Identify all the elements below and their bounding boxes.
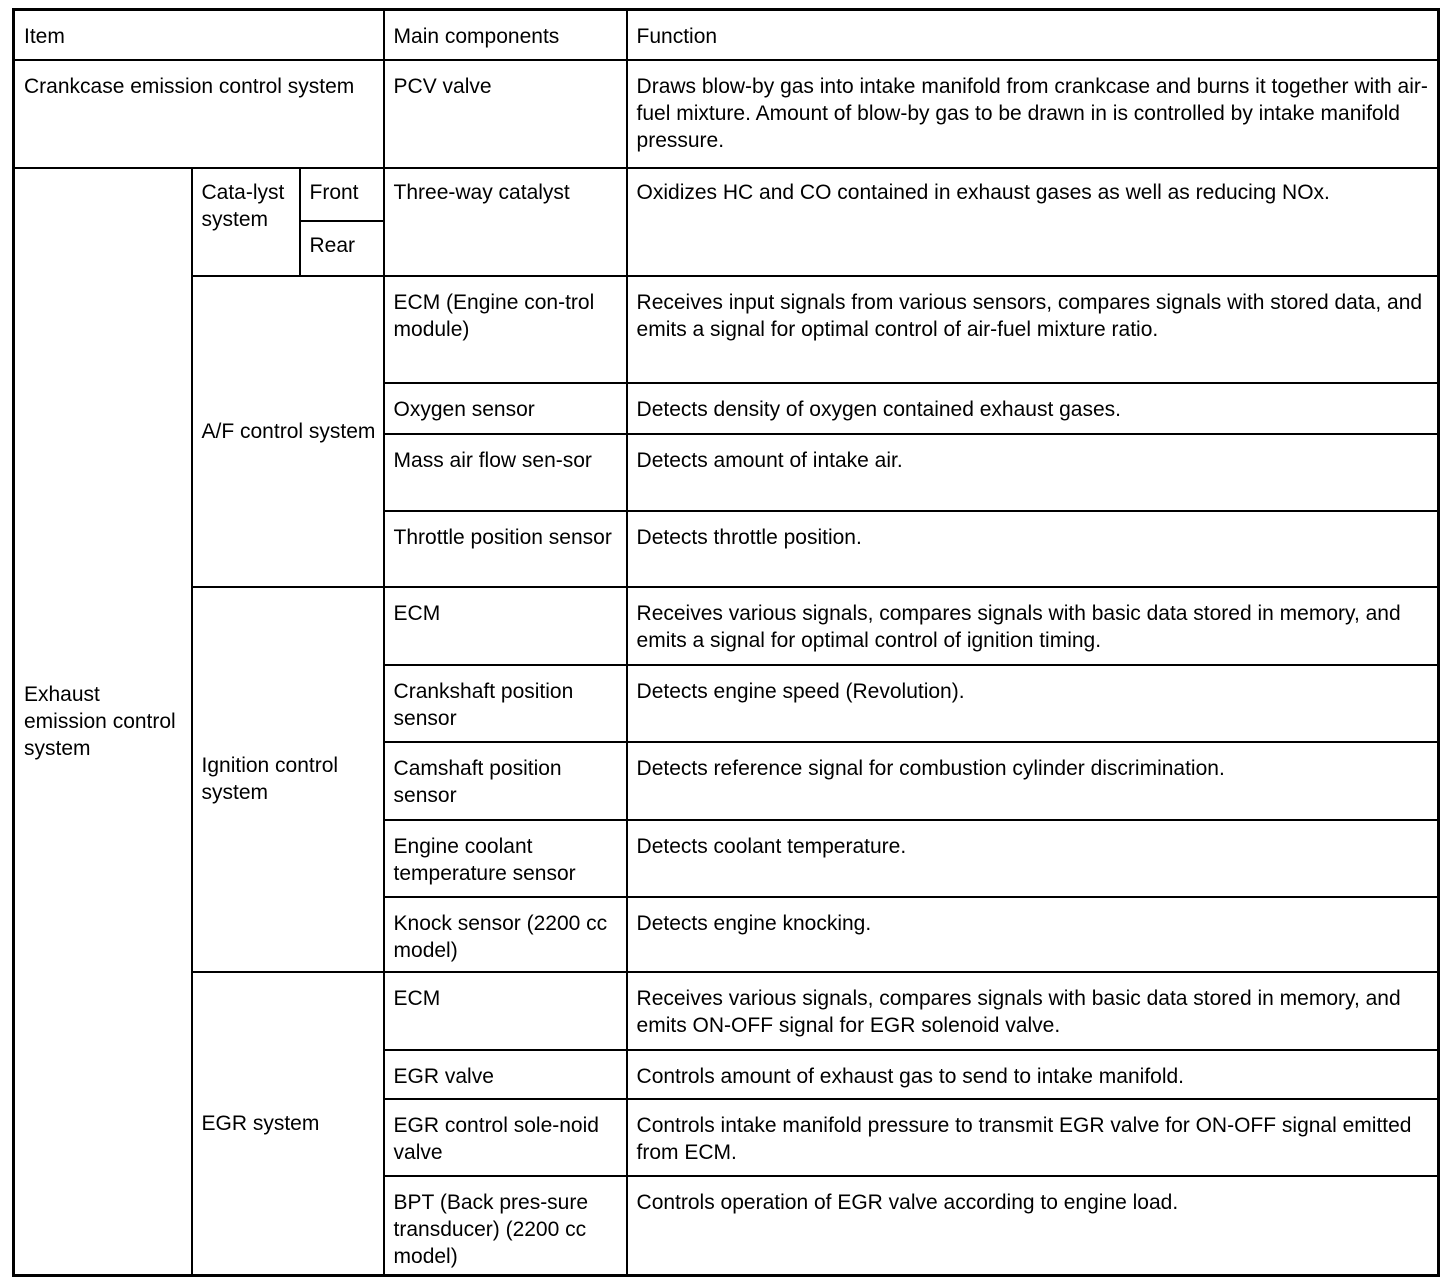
catalyst-system-label: Cata-lyst system xyxy=(192,168,300,276)
component-cell: PCV valve xyxy=(384,60,627,168)
function-cell: Controls amount of exhaust gas to send to intake manifold. xyxy=(627,1050,1439,1099)
table-row xyxy=(14,972,1439,1050)
egr-system-label: EGR system xyxy=(192,972,384,1276)
header-main-components: Main components xyxy=(384,10,627,60)
function-cell: Controls operation of EGR valve according to engine load. xyxy=(627,1176,1439,1276)
component-cell: Throttle position sensor xyxy=(384,511,627,587)
component-cell: BPT (Back pres-sure transducer) (2200 cc model) xyxy=(384,1176,627,1276)
component-cell: Engine coolant temperature sensor xyxy=(384,820,627,897)
component-cell: ECM (Engine con-trol module) xyxy=(384,276,627,383)
function-cell: Receives input signals from various sensors, compares signals with stored data, and emits a signal for optimal control of air-fuel mixture ratio. xyxy=(627,276,1439,383)
function-cell: Detects engine knocking. xyxy=(627,897,1439,972)
function-cell: Detects reference signal for combustion cylinder discrimination. xyxy=(627,742,1439,820)
function-cell: Controls intake manifold pressure to transmit EGR valve for ON-OFF signal emitted from ECM. xyxy=(627,1099,1439,1176)
af-control-system-label: A/F control system xyxy=(192,276,384,587)
component-cell: Crankshaft position sensor xyxy=(384,665,627,742)
crankcase-item: Crankcase emission control system xyxy=(14,60,384,168)
table-row xyxy=(14,168,1439,221)
component-cell: Knock sensor (2200 cc model) xyxy=(384,897,627,972)
function-cell: Detects density of oxygen contained exhaust gases. xyxy=(627,383,1439,434)
function-cell: Detects throttle position. xyxy=(627,511,1439,587)
header-function: Function xyxy=(627,10,1439,60)
function-cell: Oxidizes HC and CO contained in exhaust gases as well as reducing NOx. xyxy=(627,168,1439,276)
function-cell: Receives various signals, compares signals with basic data stored in memory, and emits ON-OFF signal for EGR solenoid valve. xyxy=(627,972,1439,1050)
component-cell: EGR control sole-noid valve xyxy=(384,1099,627,1176)
catalyst-rear: Rear xyxy=(300,221,384,276)
table-row xyxy=(14,587,1439,665)
ignition-control-system-label: Ignition control system xyxy=(192,587,384,972)
function-cell: Detects coolant temperature. xyxy=(627,820,1439,897)
table-row xyxy=(14,60,1439,168)
header-item: Item xyxy=(14,10,384,60)
function-cell: Draws blow-by gas into intake manifold from crankcase and burns it together with air-fuel mixture. Amount of blow-by gas to be drawn in is controlled by intake manifold pressure. xyxy=(627,60,1439,168)
function-cell: Receives various signals, compares signals with basic data stored in memory, and emits a signal for optimal control of ignition timing. xyxy=(627,587,1439,665)
component-cell: ECM xyxy=(384,972,627,1050)
component-cell: Three-way catalyst xyxy=(384,168,627,276)
emission-control-table xyxy=(12,8,1440,1277)
component-cell: EGR valve xyxy=(384,1050,627,1099)
catalyst-front: Front xyxy=(300,168,384,221)
header-row xyxy=(14,10,1439,60)
exhaust-item: Exhaust emission control system xyxy=(14,168,192,1276)
component-cell: Oxygen sensor xyxy=(384,383,627,434)
component-cell: Mass air flow sen-sor xyxy=(384,434,627,511)
function-cell: Detects amount of intake air. xyxy=(627,434,1439,511)
table-row xyxy=(14,276,1439,383)
function-cell: Detects engine speed (Revolution). xyxy=(627,665,1439,742)
component-cell: Camshaft position sensor xyxy=(384,742,627,820)
component-cell: ECM xyxy=(384,587,627,665)
